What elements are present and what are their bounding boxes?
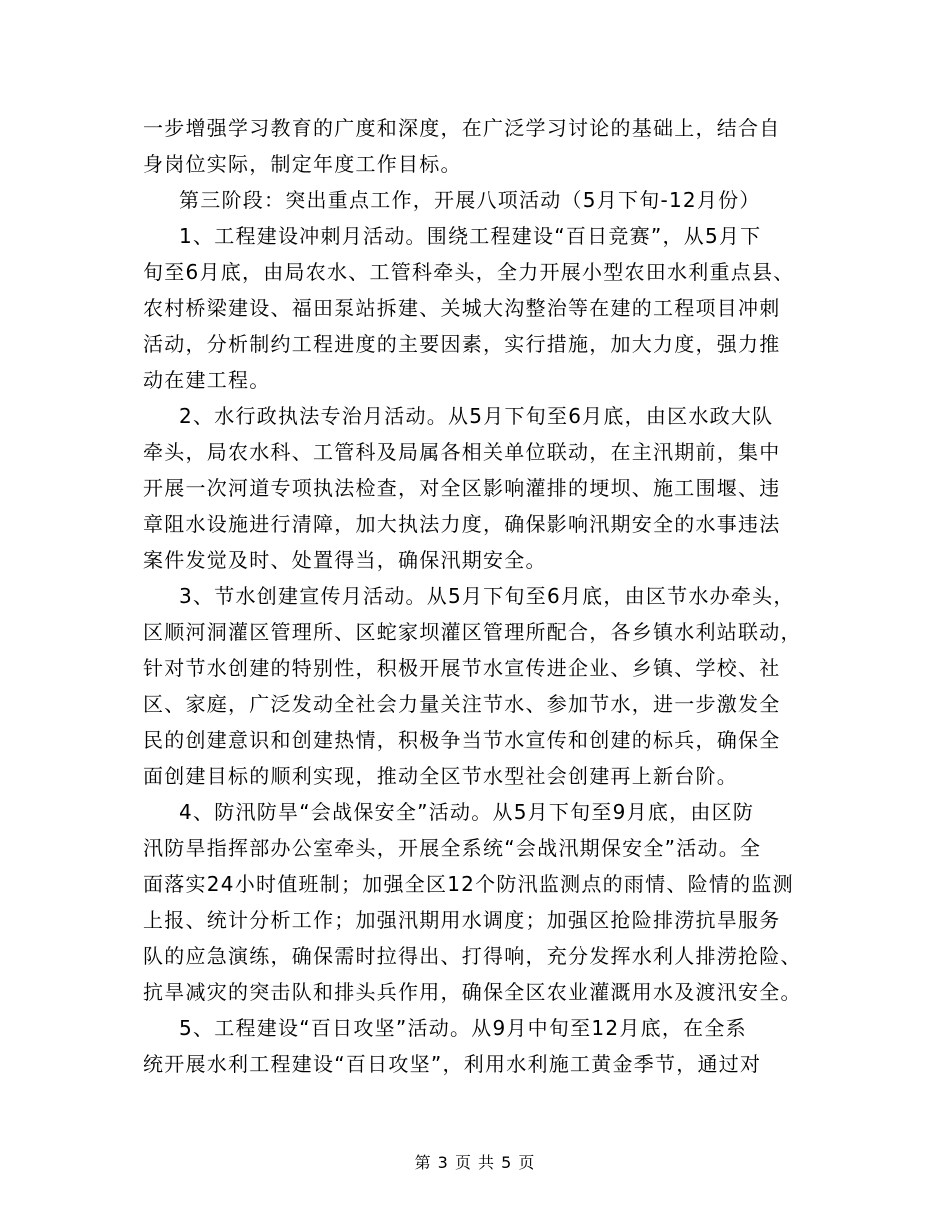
text-line: 针对节水创建的特别性，积极开展节水宣传进企业、乡镇、学校、社 bbox=[143, 656, 781, 680]
text-line: 抗旱减灾的突击队和排头兵作用，确保全区农业灌溉用水及渡汛安全。 bbox=[143, 980, 802, 1004]
text-line: 面创建目标的顺利实现，推动全区节水型社会创建再上新台阶。 bbox=[143, 764, 738, 788]
text-line: 区顺河洞灌区管理所、区蛇家坝灌区管理所配合，各乡镇水利站联动， bbox=[143, 620, 802, 644]
text-line: 上报、统计分析工作；加强汛期用水调度；加强区抢险排涝抗旱服务 bbox=[143, 908, 781, 932]
text-line: 农村桥梁建设、福田泵站拆建、关城大沟整治等在建的工程项目冲刺 bbox=[143, 296, 781, 320]
text-line: 案件发觉及时、处置得当，确保汛期安全。 bbox=[143, 548, 547, 572]
text-line: 民的创建意识和创建热情，积极争当节水宣传和创建的标兵，确保全 bbox=[143, 728, 781, 752]
text-line: 面落实24小时值班制；加强全区12个防汛监测点的雨情、险情的监测 bbox=[143, 872, 794, 896]
text-line: 动在建工程。 bbox=[143, 368, 271, 392]
page-footer: 第 3 页 共 5 页 bbox=[414, 1153, 536, 1172]
text-line: 5、工程建设“百日攻坚”活动。从9月中旬至12月底，在全系 bbox=[179, 1016, 747, 1040]
section-heading: 第三阶段：突出重点工作，开展八项活动（5月下旬-12月份） bbox=[179, 188, 761, 212]
text-line: 汛防旱指挥部办公室牵头，开展全系统“会战汛期保安全”活动。全 bbox=[143, 836, 762, 860]
text-line: 一步增强学习教育的广度和深度，在广泛学习讨论的基础上，结合自 bbox=[143, 116, 781, 140]
text-line: 队的应急演练，确保需时拉得出、打得响，充分发挥水利人排涝抢险、 bbox=[143, 944, 802, 968]
text-line: 牵头，局农水科、工管科及局属各相关单位联动，在主汛期前，集中 bbox=[143, 440, 781, 464]
text-line: 开展一次河道专项执法检查，对全区影响灌排的埂坝、施工围堰、违 bbox=[143, 476, 781, 500]
text-line: 3、节水创建宣传月活动。从5月下旬至6月底，由区节水办牵头， bbox=[179, 584, 795, 608]
text-line: 1、工程建设冲刺月活动。围绕工程建设“百日竞赛”，从5月下 bbox=[179, 224, 762, 248]
text-line: 4、防汛防旱“会战保安全”活动。从5月下旬至9月底，由区防 bbox=[179, 800, 755, 824]
text-line: 区、家庭，广泛发动全社会力量关注节水、参加节水，进一步激发全 bbox=[143, 692, 781, 716]
text-line: 旬至6月底，由局农水、工管科牵头，全力开展小型农田水利重点县、 bbox=[143, 260, 795, 284]
text-line: 活动，分析制约工程进度的主要因素，实行措施，加大力度，强力推 bbox=[143, 332, 781, 356]
text-line: 统开展水利工程建设“百日攻坚”，利用水利施工黄金季节，通过对 bbox=[143, 1052, 762, 1076]
text-line: 章阻水设施进行清障，加大执法力度，确保影响汛期安全的水事违法 bbox=[143, 512, 781, 536]
text-line: 2、水行政执法专治月活动。从5月下旬至6月底，由区水政大队 bbox=[179, 404, 774, 428]
text-line: 身岗位实际，制定年度工作目标。 bbox=[143, 152, 462, 176]
